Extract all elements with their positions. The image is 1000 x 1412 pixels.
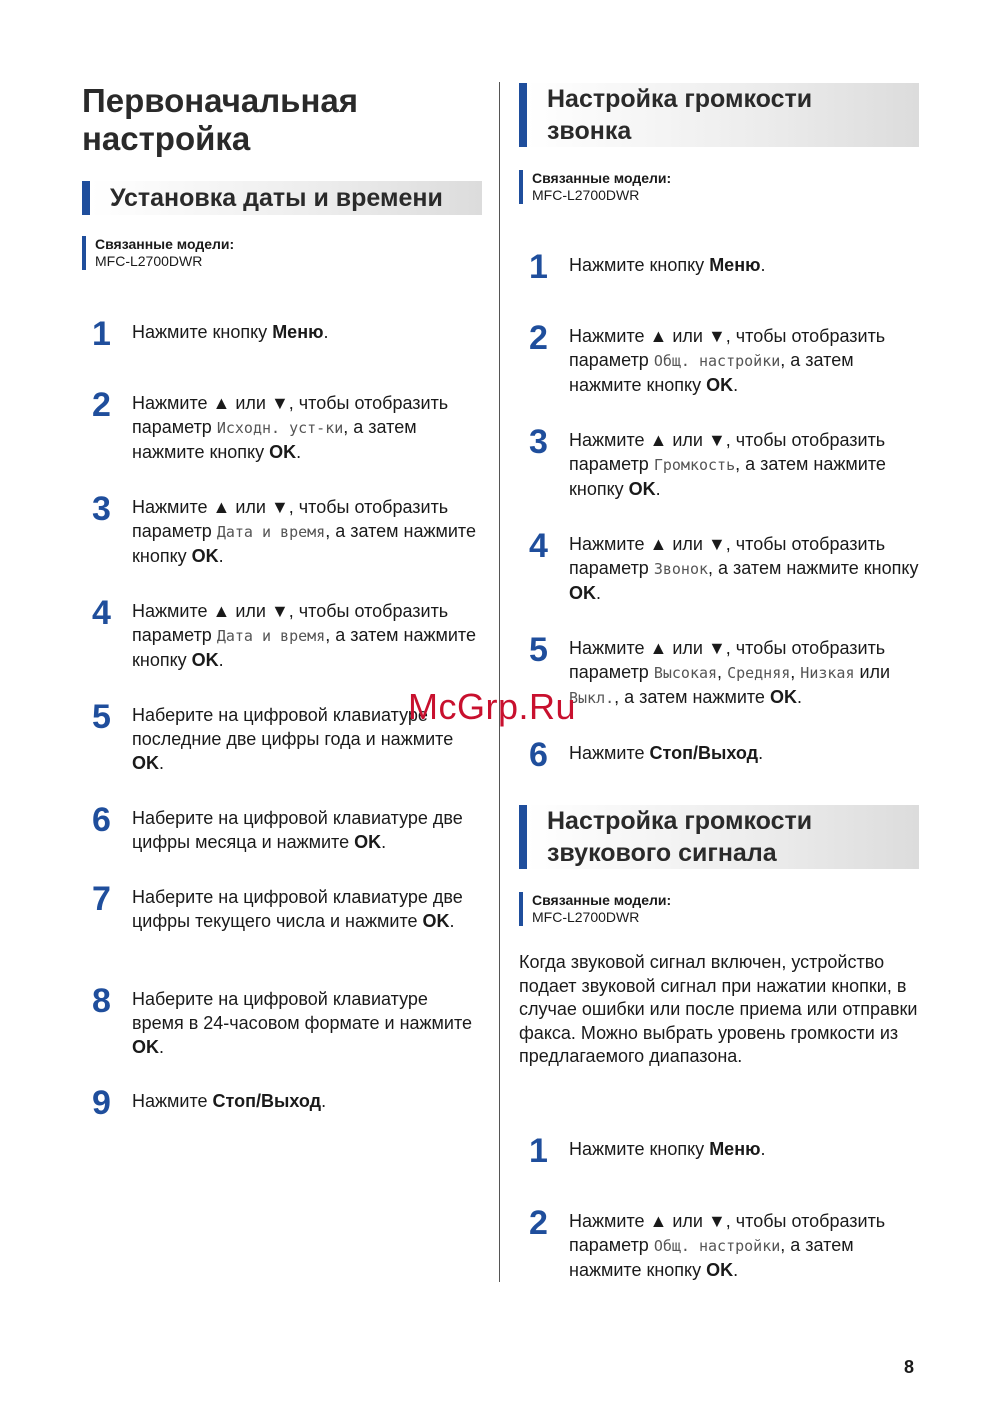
step-text: Нажмите Стоп/Выход. <box>569 743 764 763</box>
step-number: 2 <box>529 1204 548 1242</box>
chapter-title <box>82 82 358 158</box>
step-number: 6 <box>92 801 111 839</box>
intro-paragraph: Когда звуковой сигнал включен, устройство подает звуковой сигнал при нажатии кнопки, в случае ошибки или после приема или отправки факса. Можно выбрать уровень громкости из предлагаемого диапазона. <box>519 952 918 1066</box>
section-title-line2: звонка <box>547 117 632 145</box>
related-models-label: Связанные модели: <box>532 892 672 908</box>
step-text: Нажмите ▲ или ▼, чтобы отобразить параметр Общ. настройки, а затем нажмите кнопку OK. <box>569 326 886 395</box>
step-text: Нажмите ▲ или ▼, чтобы отобразить параметр Дата и время, а затем нажмите кнопку OK. <box>132 497 476 566</box>
chapter-title-line1: Первоначальная <box>82 82 359 119</box>
step-number: 1 <box>529 1132 548 1170</box>
step-number: 9 <box>92 1084 111 1122</box>
step-number: 6 <box>529 736 548 774</box>
step-text: Нажмите кнопку Меню. <box>569 1139 766 1159</box>
related-models-value: MFC-L2700DWR <box>532 187 640 203</box>
section-title-line1: Настройка громкости <box>547 85 813 113</box>
step-text: Нажмите кнопку Меню. <box>569 255 766 275</box>
step-number: 8 <box>92 982 111 1020</box>
step-number: 3 <box>92 490 111 528</box>
section-heading-date-time <box>82 181 482 215</box>
step-text: Наберите на цифровой клавиатуре время в 24-часовом формате и нажмите OK. <box>132 989 473 1057</box>
step-number: 1 <box>92 315 111 353</box>
chapter-title-line2: настройка <box>82 120 251 157</box>
related-models <box>519 892 671 926</box>
section-heading-beeper-volume <box>519 805 919 869</box>
step-text: Наберите на цифровой клавиатуре две цифры месяца и нажмите OK. <box>132 808 463 852</box>
step-number: 1 <box>529 248 548 286</box>
related-models-label: Связанные модели: <box>532 170 672 186</box>
step-number: 2 <box>92 386 111 424</box>
step-number: 5 <box>92 698 111 736</box>
section-title-line2: звукового сигнала <box>547 839 777 867</box>
step-text: Нажмите кнопку Меню. <box>132 322 329 342</box>
step-text: Нажмите ▲ или ▼, чтобы отобразить параметр Звонок, а затем нажмите кнопку OK. <box>569 534 919 603</box>
step-text: Нажмите ▲ или ▼, чтобы отобразить параметр Громкость, а затем нажмите кнопку OK. <box>569 430 886 499</box>
step-number: 4 <box>529 527 548 565</box>
step-text: Нажмите ▲ или ▼, чтобы отобразить параметр Дата и время, а затем нажмите кнопку OK. <box>132 601 476 670</box>
related-models-label: Связанные модели: <box>95 236 235 252</box>
step-text: Наберите на цифровой клавиатуре последние две цифры года и нажмите OK. <box>132 705 454 773</box>
section-title: Установка даты и времени <box>110 184 443 212</box>
step-number: 2 <box>529 319 548 357</box>
column-divider <box>499 82 500 1282</box>
step-number: 3 <box>529 423 548 461</box>
related-models-value: MFC-L2700DWR <box>532 909 640 925</box>
step-number: 5 <box>529 631 548 669</box>
step-text: Нажмите ▲ или ▼, чтобы отобразить параметр Высокая, Средняя, Низкая или Выкл., а затем нажмите OK. <box>569 638 891 707</box>
related-models <box>82 236 234 270</box>
related-models <box>519 170 671 204</box>
step-number: 7 <box>92 880 111 918</box>
section-heading-ring-volume <box>519 83 919 147</box>
watermark: McGrp.Ru <box>408 686 577 727</box>
step-text: Наберите на цифровой клавиатуре две цифры текущего числа и нажмите OK. <box>132 887 463 931</box>
step-text: Нажмите Стоп/Выход. <box>132 1091 327 1111</box>
step-text: Нажмите ▲ или ▼, чтобы отобразить параметр Исходн. уст-ки, а затем нажмите кнопку OK. <box>132 393 449 462</box>
section-title-line1: Настройка громкости <box>547 807 813 835</box>
page-number: 8 <box>904 1357 915 1377</box>
step-text: Нажмите ▲ или ▼, чтобы отобразить параметр Общ. настройки, а затем нажмите кнопку OK. <box>569 1211 886 1280</box>
step-number: 4 <box>92 594 111 632</box>
related-models-value: MFC-L2700DWR <box>95 253 203 269</box>
